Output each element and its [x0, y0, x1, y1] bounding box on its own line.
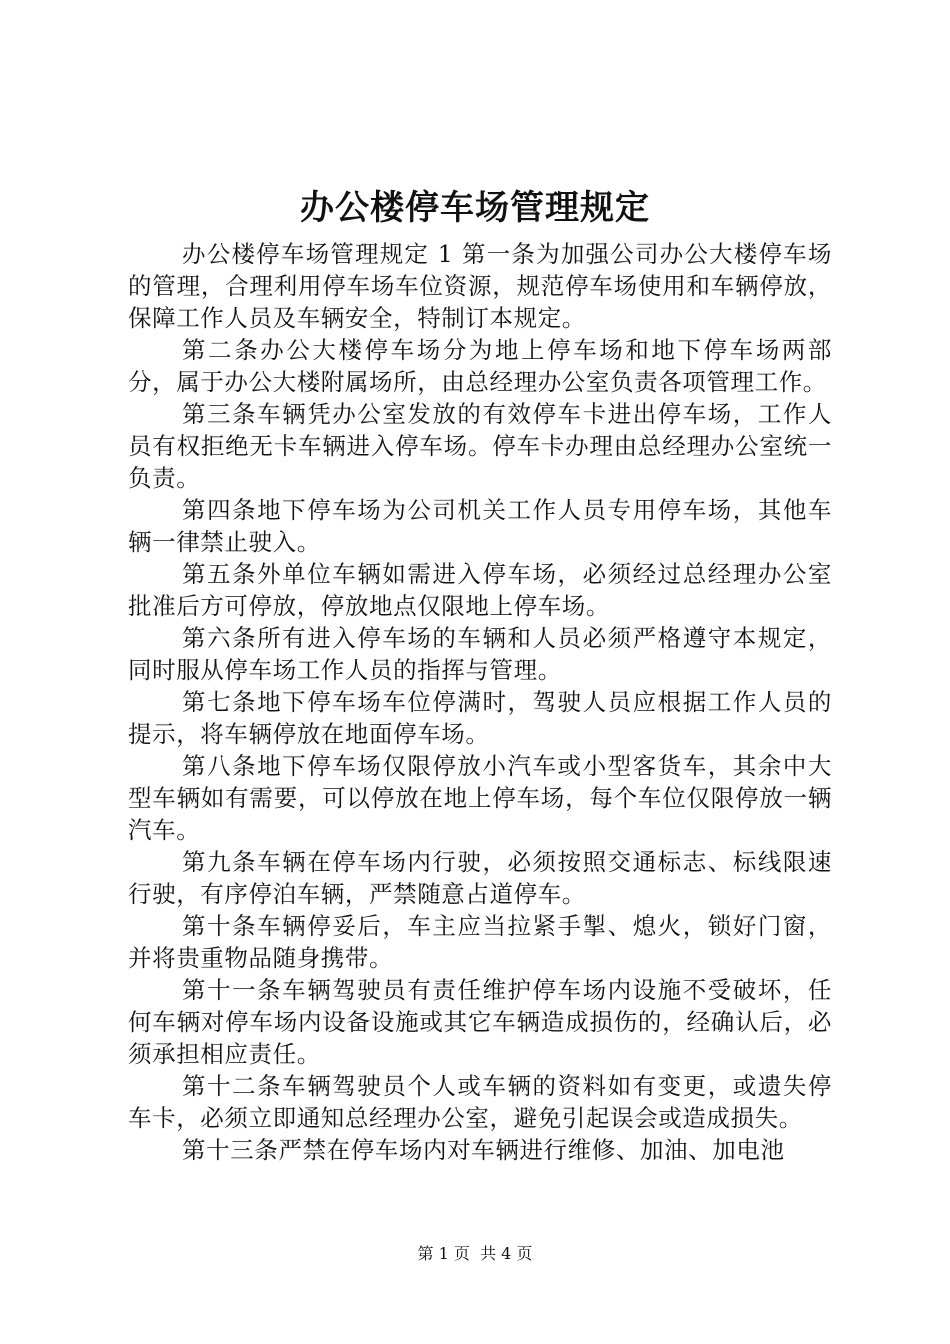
- paragraph-article-9: 第九条车辆在停车场内行驶，必须按照交通标志、标线限速行驶，有序停泊车辆，严禁随意占道停车。: [128, 848, 832, 908]
- page-footer: [0, 1243, 950, 1265]
- document-title: 办公楼停车场管理规定: [300, 188, 650, 228]
- document-body: [128, 238, 832, 1166]
- page-number: 第 1 页: [417, 1244, 470, 1263]
- paragraph-article-13: 第十三条严禁在停车场内对车辆进行维修、加油、加电池: [182, 1136, 785, 1164]
- page-total: 共 4 页: [480, 1244, 533, 1263]
- paragraph-article-11: 第十一条车辆驾驶员有责任维护停车场内设施不受破坏，任何车辆对停车场内设备设施或其它车辆造成损伤的，经确认后，必须承担相应责任。: [128, 976, 832, 1068]
- paragraph-article-2: 第二条办公大楼停车场分为地上停车场和地下停车场两部分，属于办公大楼附属场所，由总经理办公室负责各项管理工作。: [128, 336, 832, 396]
- paragraph-intro-article-1: 办公楼停车场管理规定 1 第一条为加强公司办公大楼停车场的管理，合理利用停车场车位资源，规范停车场使用和车辆停放，保障工作人员及车辆安全，特制订本规定。: [128, 240, 832, 332]
- paragraph-article-12: 第十二条车辆驾驶员个人或车辆的资料如有变更，或遗失停车卡，必须立即通知总经理办公室，避免引起误会或造成损失。: [128, 1072, 832, 1132]
- paragraph-article-3: 第三条车辆凭办公室发放的有效停车卡进出停车场，工作人员有权拒绝无卡车辆进入停车场。停车卡办理由总经理办公室统一负责。: [128, 400, 832, 492]
- paragraph-article-7: 第七条地下停车场车位停满时，驾驶人员应根据工作人员的提示，将车辆停放在地面停车场。: [128, 688, 832, 748]
- paragraph-article-6: 第六条所有进入停车场的车辆和人员必须严格遵守本规定，同时服从停车场工作人员的指挥与管理。: [128, 624, 832, 684]
- paragraph-article-5: 第五条外单位车辆如需进入停车场，必须经过总经理办公室批准后方可停放，停放地点仅限地上停车场。: [128, 560, 832, 620]
- paragraph-article-4: 第四条地下停车场为公司机关工作人员专用停车场，其他车辆一律禁止驶入。: [128, 496, 832, 556]
- paragraph-article-10: 第十条车辆停妥后，车主应当拉紧手掣、熄火，锁好门窗，并将贵重物品随身携带。: [128, 912, 832, 972]
- paragraph-article-8: 第八条地下停车场仅限停放小汽车或小型客货车，其余中大型车辆如有需要，可以停放在地上停车场，每个车位仅限停放一辆汽车。: [128, 752, 832, 844]
